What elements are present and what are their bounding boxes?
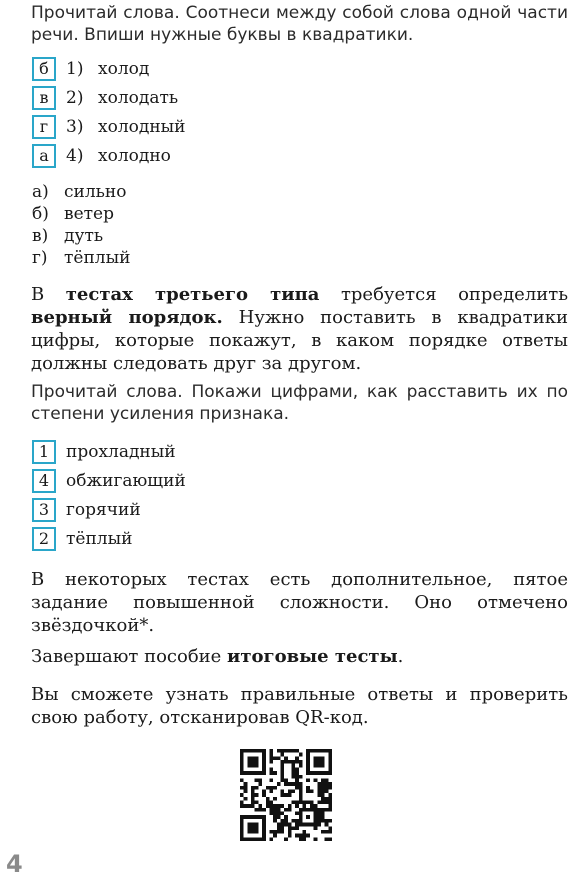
answer-box[interactable]: г [32, 115, 56, 139]
item-word: обжигающий [66, 471, 186, 491]
bold-term: итоговые тесты [227, 646, 398, 667]
task2-item [32, 498, 141, 522]
option-item [32, 203, 114, 225]
third-type-paragraph [31, 283, 568, 375]
text-fragment: требуется определить [319, 284, 569, 305]
option-word: тёплый [64, 248, 131, 268]
option-letter: а) [32, 182, 49, 202]
task2-item [32, 527, 132, 551]
option-item [32, 225, 103, 247]
item-word: тёплый [66, 529, 133, 549]
option-word: дуть [64, 226, 104, 246]
item-number: 2) [66, 88, 84, 108]
bold-term: тестах третьего типа [65, 284, 320, 305]
text-fragment: . [397, 646, 404, 667]
task1-item [32, 144, 171, 168]
option-word: ветер [64, 204, 114, 224]
option-word: сильно [64, 182, 127, 202]
text-fragment: Нужно поставить в квадратики цифры, которые покажут, в каком порядке ответы должны следовать друг за другом. [31, 307, 568, 374]
item-number: 3) [66, 117, 84, 137]
answer-box[interactable]: а [32, 144, 56, 168]
option-item [32, 181, 126, 203]
item-word: холодно [98, 146, 171, 166]
option-letter: б) [32, 204, 49, 224]
item-word: прохладный [66, 442, 176, 462]
item-number: 1) [66, 59, 84, 79]
order-box[interactable]: 3 [32, 498, 56, 522]
order-box[interactable]: 2 [32, 527, 56, 551]
task2-item [32, 469, 186, 493]
item-word: холодный [98, 117, 186, 137]
task2-instruction: Прочитай слова. Покажи цифрами, как расставить их по степени усиления признака. [31, 382, 568, 424]
qr-paragraph: Вы сможете узнать правильные ответы и проверить свою работу, отсканировав QR-код. [31, 684, 568, 728]
option-item [32, 247, 130, 269]
final-tests-paragraph [31, 645, 568, 668]
text-fragment: В [31, 284, 66, 305]
option-letter: г) [32, 248, 48, 268]
answer-box[interactable]: б [32, 57, 56, 81]
task1-item [32, 57, 149, 81]
task1-item [32, 86, 178, 110]
order-box[interactable]: 1 [32, 440, 56, 464]
item-word: горячий [66, 500, 141, 520]
task1-item [32, 115, 186, 139]
answer-box[interactable]: в [32, 86, 56, 110]
bold-term: верный порядок. [31, 307, 223, 328]
task1-instruction: Прочитай слова. Соотнеси между собой слова одной части речи. Впиши нужные буквы в квадратики. [31, 3, 568, 45]
item-number: 4) [66, 146, 84, 166]
qr-code[interactable] [240, 749, 332, 841]
option-letter: в) [32, 226, 49, 246]
item-word: холодать [98, 88, 179, 108]
order-box[interactable]: 4 [32, 469, 56, 493]
text-fragment: Завершают пособие [31, 646, 228, 667]
item-word: холод [98, 59, 150, 79]
fifth-task-paragraph: В некоторых тестах есть дополнительное, пятое задание повышенной сложности. Оно отмечено звёздочкой*. [31, 569, 568, 636]
task2-item [32, 440, 176, 464]
page-number: 4 [6, 850, 23, 878]
